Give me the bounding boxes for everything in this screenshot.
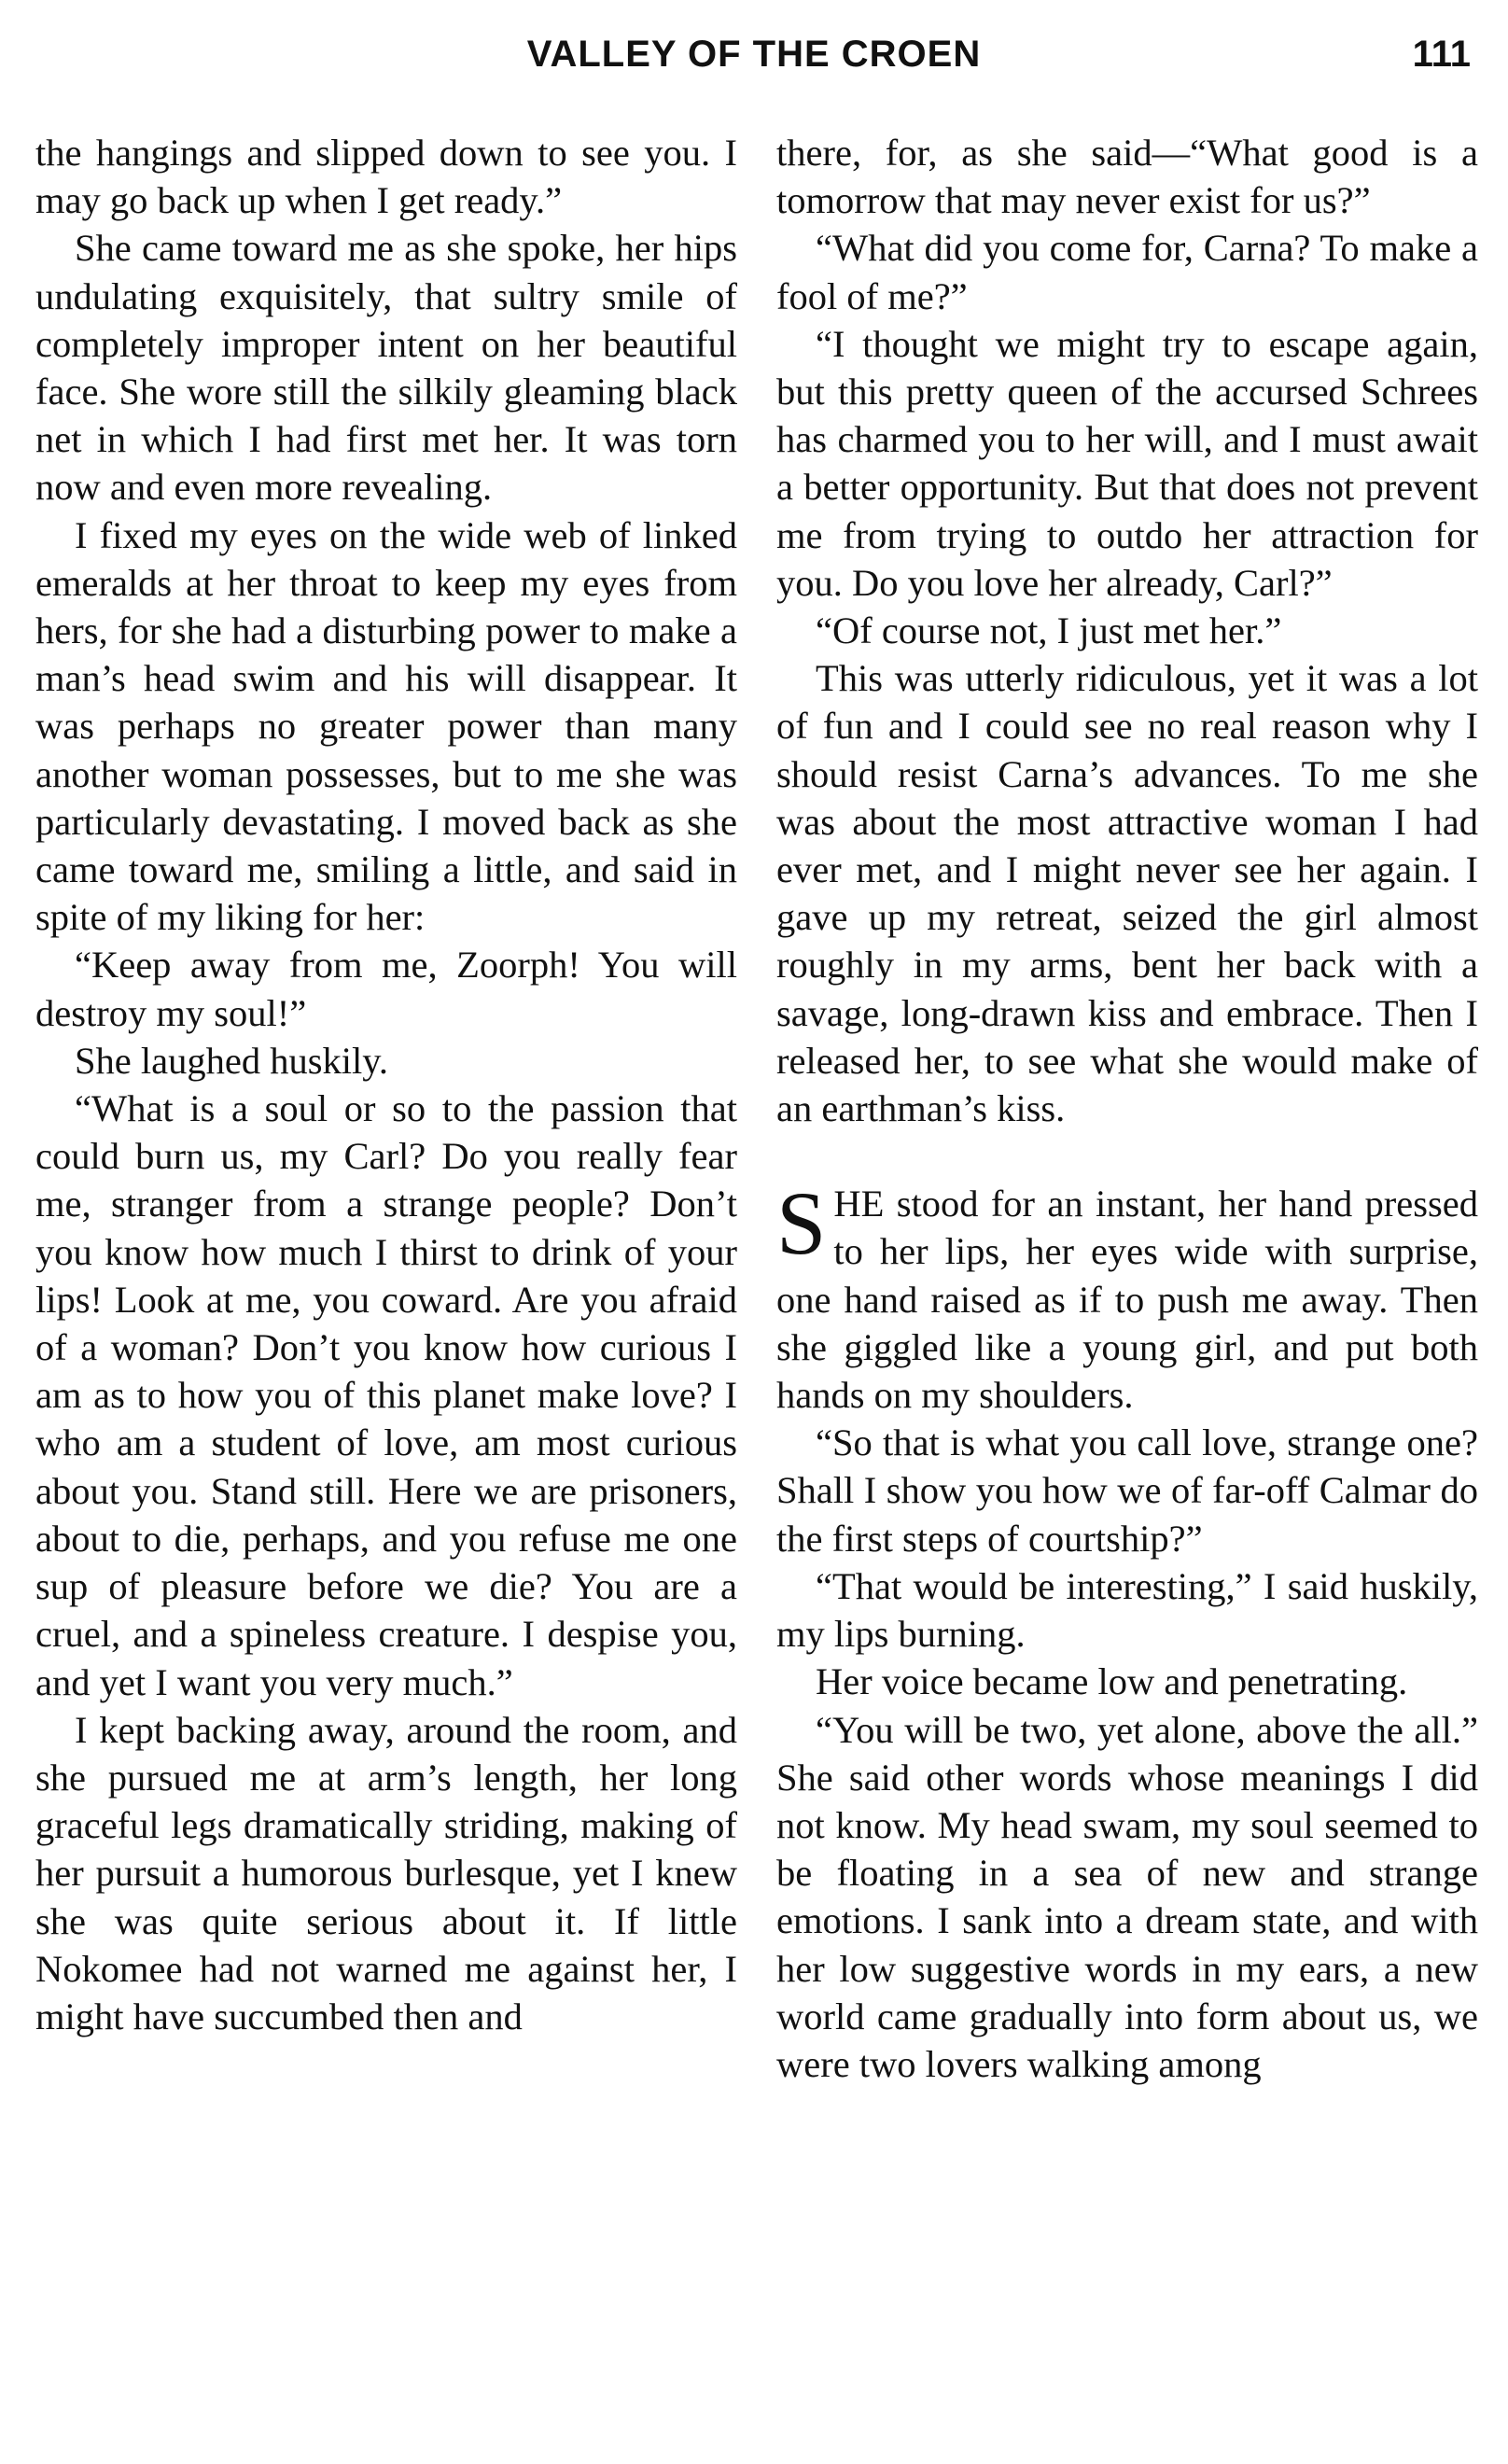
- paragraph: This was utterly ridiculous, yet it was a lot of fun and I could see no real reason why I should resist Carna’s advances. To me she was about the most attractive woman I had ever met, and I might never see her again. I gave up my retreat, seized the girl almost roughly in my arms, bent her back with a savage, long-drawn kiss and embrace. Then I released her, to see what she would make of an earthman’s kiss.: [776, 657, 1478, 1130]
- paragraph: I kept backing away, around the room, and she pursued me at arm’s length, her long graceful legs dramatically striding, making of her pursuit a humorous burlesque, yet I knew she was quite serious about it. If little Nokomee had not warned me against her, I might have succumbed then and: [35, 1708, 737, 2037]
- running-title: VALLEY OF THE CROEN: [526, 34, 982, 75]
- section-first-text: HE stood for an instant, her hand pressed to her lips, her eyes wide with surprise, one hand raised as if to push me away. Then she giggled like a young girl, and put both hands on my shoulders.: [776, 1183, 1478, 1417]
- paragraph: “So that is what you call love, strange one? Shall I show you how we of far-off Calmar do the first steps of courtship?”: [776, 1421, 1478, 1560]
- paragraph: “I thought we might try to escape again, but this pretty queen of the accursed Schrees has charmed you to her will, and I must await a better opportunity. But that does not prevent me from trying to outdo her attraction for you. Do you love her already, Carl?”: [776, 322, 1478, 604]
- paragraph: “What did you come for, Carna? To make a fool of me?”: [776, 227, 1478, 317]
- page-header: [0, 34, 1508, 90]
- paragraph: Her voice became low and penetrating.: [816, 1660, 1408, 1703]
- paragraph: She laughed huskily.: [75, 1039, 388, 1082]
- paragraph: the hangings and slipped down to see you. I may go back up when I get ready.”: [35, 132, 737, 222]
- right-column: [776, 129, 1478, 2088]
- paragraph: “You will be two, yet alone, above the all.” She said other words whose meanings I did not know. My head swam, my soul seemed to be floating in a sea of new and strange emotions. I sank into a dream state, and with her low suggestive words in my ears, a new world came gradually into form about us, we were two lovers walking among: [776, 1708, 1478, 2085]
- paragraph: I fixed my eyes on the wide web of linked emeralds at her throat to keep my eyes from hers, for she had a disturbing power to make a man’s head swim and his will disappear. It was perhaps no greater power than many another woman possesses, but to me she was particularly devastating. I moved back as she came toward me, smiling a little, and said in spite of my liking for her:: [35, 513, 737, 939]
- paragraph: She came toward me as she spoke, her hips undulating exquisitely, that sultry smile of completely improper intent on her beautiful face. She wore still the silkily gleaming black net in which I had first met her. It was torn now and even more revealing.: [35, 227, 737, 509]
- left-column: [35, 129, 737, 2040]
- paragraph: “What is a soul or so to the passion that could burn us, my Carl? Do you really fear me, stranger from a strange people? Don’t you know how much I thirst to drink of your lips! Look at me, you coward. Are you afraid of a woman? Don’t you know how curious I am as to how you of this planet make love? I who am a student of love, am most curious about you. Stand still. Here we are prisoners, about to die, perhaps, and you refuse me one sup of pleasure before we die? You are a cruel, and a spineless creature. I despise you, and yet I want you very much.”: [35, 1087, 737, 1703]
- paragraph: there, for, as she said—“What good is a tomorrow that may never exist for us?”: [776, 132, 1478, 222]
- paragraph: “That would be interesting,” I said huskily, my lips burning.: [776, 1564, 1478, 1656]
- paragraph: “Keep away from me, Zoorph! You will destroy my soul!”: [35, 944, 737, 1034]
- paragraph: “Of course not, I just met her.”: [816, 609, 1282, 652]
- drop-cap: S: [776, 1173, 827, 1274]
- section-start-paragraph: [776, 1173, 1478, 1419]
- page-number: 111: [1412, 34, 1471, 75]
